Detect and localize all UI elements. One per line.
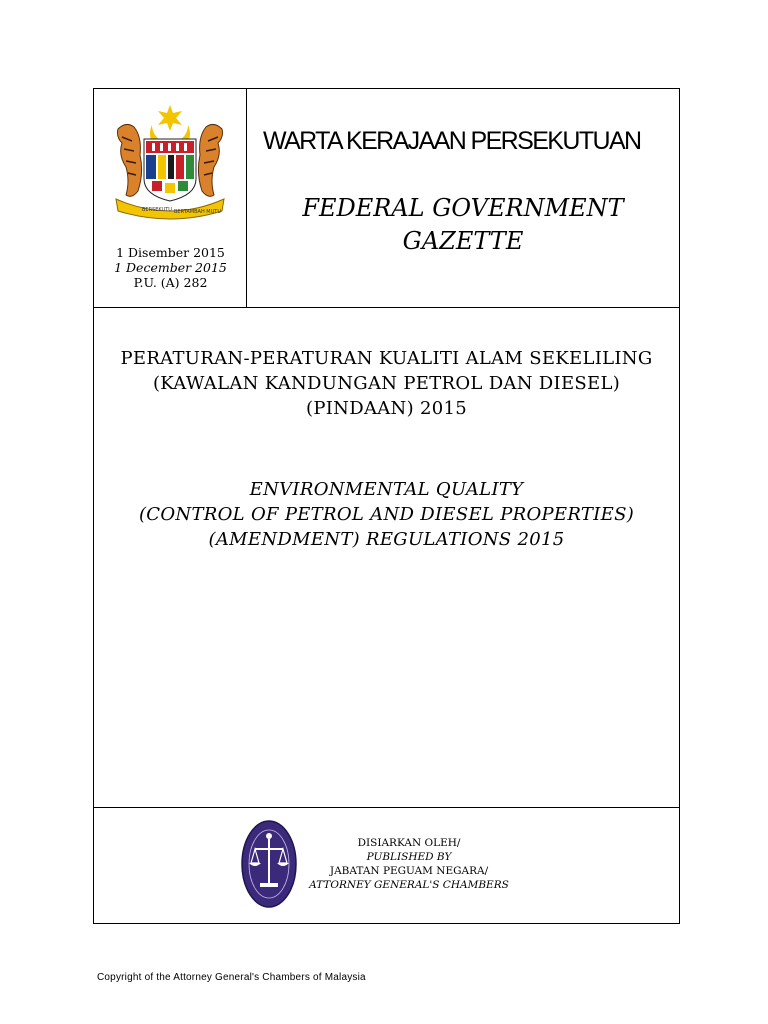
- regulation-english-line3: (AMENDMENT) REGULATIONS 2015: [208, 529, 565, 550]
- regulation-title-english: [94, 477, 679, 552]
- gazette-title-english-line1: FEDERAL GOVERNMENT: [302, 194, 624, 222]
- svg-text:BERTAMBAH MUTU: BERTAMBAH MUTU: [174, 209, 221, 215]
- publisher-line1: DISIARKAN OLEH/: [357, 837, 461, 849]
- publisher-block: [284, 836, 534, 892]
- publisher-section: [94, 808, 679, 923]
- regulation-malay-line1: PERATURAN-PERATURAN KUALITI ALAM SEKELILING: [120, 348, 653, 369]
- regulation-english-line1: ENVIRONMENTAL QUALITY: [249, 479, 524, 500]
- publisher-line4: ATTORNEY GENERAL'S CHAMBERS: [309, 879, 509, 891]
- title-cell: [247, 89, 679, 307]
- gazette-title-english-line2: GAZETTE: [402, 227, 524, 255]
- copyright-notice: Copyright of the Attorney General's Chambers of Malaysia: [97, 972, 366, 983]
- date-english: 1 December 2015: [114, 260, 227, 275]
- regulation-title-malay: [94, 346, 679, 421]
- publisher-line2: PUBLISHED BY: [366, 851, 452, 863]
- gazette-title-malay: WARTA KERAJAAN PERSEKUTUAN: [263, 127, 641, 155]
- regulation-malay-line2: (KAWALAN KANDUNGAN PETROL DAN DIESEL): [152, 373, 621, 394]
- regulation-malay-line3: (PINDAAN) 2015: [306, 398, 467, 419]
- svg-text:BERSEKUTU: BERSEKUTU: [142, 207, 172, 213]
- gazette-cover-frame: [93, 88, 680, 924]
- regulation-title-section: [94, 308, 679, 808]
- gazette-header: [94, 89, 679, 308]
- malaysia-coat-of-arms-icon: [112, 103, 228, 223]
- gazette-reference: P.U. (A) 282: [133, 275, 208, 290]
- gazette-date-block: [94, 245, 247, 290]
- crest-cell: [94, 89, 247, 307]
- gazette-title-english: [247, 192, 679, 258]
- publisher-line3: JABATAN PEGUAM NEGARA/: [329, 865, 489, 877]
- date-malay: 1 Disember 2015: [116, 245, 225, 260]
- regulation-english-line2: (CONTROL OF PETROL AND DIESEL PROPERTIES): [138, 504, 635, 525]
